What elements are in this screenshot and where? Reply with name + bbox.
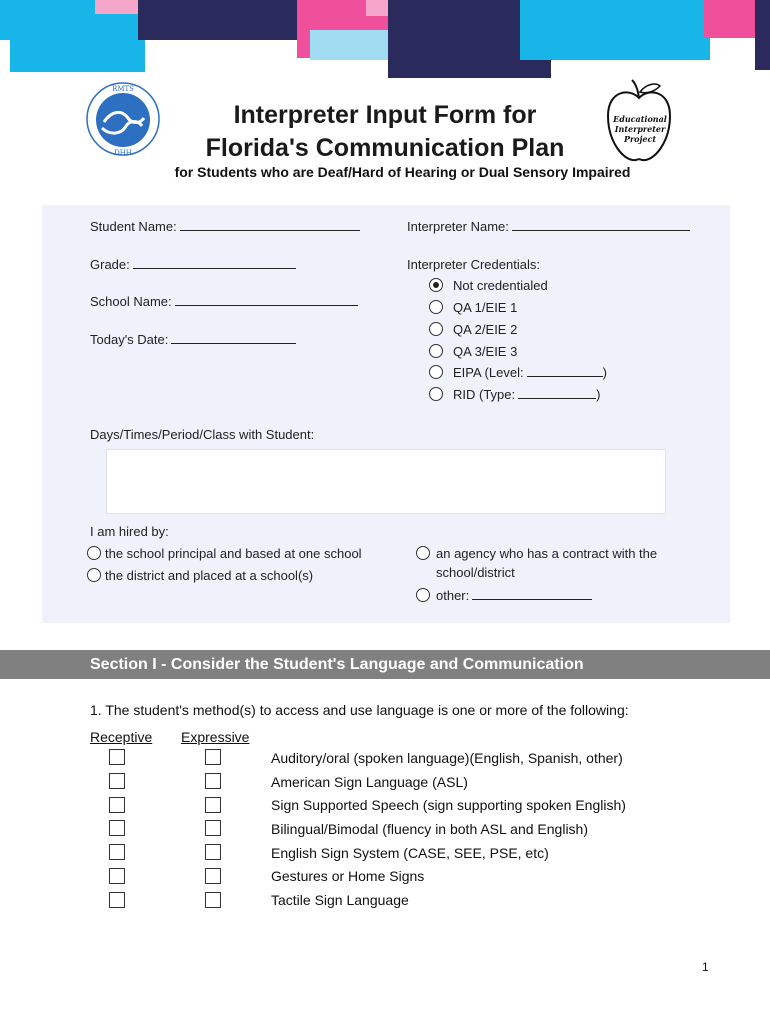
todays-date-label: Today's Date: (90, 332, 169, 347)
rid-type-field[interactable] (453, 387, 600, 402)
hired-option-label: the school principal and based at one school (105, 546, 362, 561)
interpreter-name-label: Interpreter Name: (407, 219, 509, 234)
decor-light-blue-block (310, 30, 400, 60)
expressive-checkbox-asl[interactable] (205, 773, 221, 789)
receptive-checkbox-sign-supported[interactable] (109, 797, 125, 813)
receptive-checkbox-tactile[interactable] (109, 892, 125, 908)
credential-suffix: ) (596, 387, 601, 402)
rid-type-line[interactable] (518, 387, 596, 399)
logo-text-line1: Educational (613, 114, 667, 124)
decor-navy-block (138, 0, 298, 40)
radio-qa2-eie2[interactable] (429, 322, 443, 336)
radio-hired-district[interactable] (87, 568, 101, 582)
page-subtitle: for Students who are Deaf/Hard of Hearing or Dual Sensory Impaired (174, 164, 631, 180)
expressive-checkbox-english-sign[interactable] (205, 844, 221, 860)
credentials-label: Interpreter Credentials: (407, 257, 540, 272)
student-name-label: Student Name: (90, 219, 177, 234)
radio-not-credentialed[interactable] (429, 278, 443, 292)
radio-eipa[interactable] (429, 365, 443, 379)
receptive-checkbox-auditory[interactable] (109, 749, 125, 765)
logo-text-line3: Project (623, 134, 657, 144)
radio-hired-agency[interactable] (416, 546, 430, 560)
school-name-field[interactable] (90, 294, 358, 309)
radio-hired-principal[interactable] (87, 546, 101, 560)
educational-interpreter-project-logo (600, 76, 678, 166)
hired-other-field[interactable] (436, 588, 592, 603)
student-name-field[interactable] (90, 219, 360, 234)
option-label: Tactile Sign Language (271, 892, 409, 908)
todays-date-line[interactable] (171, 332, 296, 344)
logo-text-line2: Interpreter (614, 124, 666, 134)
option-label: Gestures or Home Signs (271, 868, 425, 884)
student-name-line[interactable] (180, 219, 360, 231)
section-title: Section I - Consider the Student's Language and Communication (90, 656, 584, 673)
decor-navy-block (755, 0, 770, 70)
radio-qa1-eie1[interactable] (429, 300, 443, 314)
days-times-textarea[interactable] (106, 449, 666, 514)
school-name-line[interactable] (175, 294, 358, 306)
question-1: 1. The student's method(s) to access and use language is one or more of the following: (90, 702, 629, 718)
credential-label: RID (Type: (453, 387, 516, 402)
todays-date-field[interactable] (90, 332, 296, 347)
grade-field[interactable] (90, 257, 296, 272)
credential-suffix: ) (602, 365, 607, 380)
expressive-checkbox-tactile[interactable] (205, 892, 221, 908)
option-label: Auditory/oral (spoken language)(English, Spanish, other) (271, 750, 623, 766)
interpreter-name-field[interactable] (407, 219, 690, 234)
eipa-level-line[interactable] (527, 365, 603, 377)
rmts-logo-top-text: RMTS (112, 85, 134, 93)
option-label: American Sign Language (ASL) (271, 774, 468, 790)
page-title-line1: Interpreter Input Form for (233, 101, 537, 129)
rmts-logo-bottom-text: DHH (114, 149, 132, 157)
interpreter-name-line[interactable] (512, 219, 690, 231)
option-label: Bilingual/Bimodal (fluency in both ASL and English) (271, 821, 589, 837)
credential-label: EIPA (Level: (453, 365, 524, 380)
decor-pink-block (704, 0, 759, 38)
hired-by-label: I am hired by: (90, 524, 169, 539)
credential-label: QA 1/EIE 1 (453, 300, 518, 315)
receptive-checkbox-bilingual[interactable] (109, 820, 125, 836)
expressive-checkbox-bilingual[interactable] (205, 820, 221, 836)
page-title-line2: Florida's Communication Plan (205, 134, 565, 162)
radio-hired-other[interactable] (416, 588, 430, 602)
receptive-checkbox-asl[interactable] (109, 773, 125, 789)
credential-label: QA 3/EIE 3 (453, 344, 518, 359)
hired-option-label: an agency who has a contract with the (436, 546, 658, 561)
eipa-level-field[interactable] (453, 365, 607, 380)
rmts-logo (84, 80, 162, 158)
expressive-checkbox-gestures[interactable] (205, 868, 221, 884)
grade-label: Grade: (90, 257, 130, 272)
decor-pink-block (95, 0, 140, 14)
expressive-column-header: Expressive (181, 729, 250, 745)
grade-line[interactable] (133, 257, 296, 269)
credential-label: QA 2/EIE 2 (453, 322, 518, 337)
expressive-checkbox-sign-supported[interactable] (205, 797, 221, 813)
hired-option-label: other: (436, 588, 470, 603)
days-times-label: Days/Times/Period/Class with Student: (90, 427, 315, 442)
page-number: 1 (702, 960, 709, 974)
decor-cyan-block (520, 0, 710, 60)
hired-option-label-line2: school/district (436, 565, 515, 580)
expressive-checkbox-auditory[interactable] (205, 749, 221, 765)
credential-label: Not credentialed (453, 278, 548, 293)
option-label: English Sign System (CASE, SEE, PSE, etc) (271, 845, 549, 861)
option-label: Sign Supported Speech (sign supporting spoken English) (271, 797, 626, 813)
hired-other-line[interactable] (472, 588, 592, 600)
radio-qa3-eie3[interactable] (429, 344, 443, 358)
radio-rid[interactable] (429, 387, 443, 401)
receptive-checkbox-gestures[interactable] (109, 868, 125, 884)
receptive-checkbox-english-sign[interactable] (109, 844, 125, 860)
school-name-label: School Name: (90, 294, 172, 309)
receptive-column-header: Receptive (90, 729, 153, 745)
hired-option-label: the district and placed at a school(s) (105, 568, 314, 583)
